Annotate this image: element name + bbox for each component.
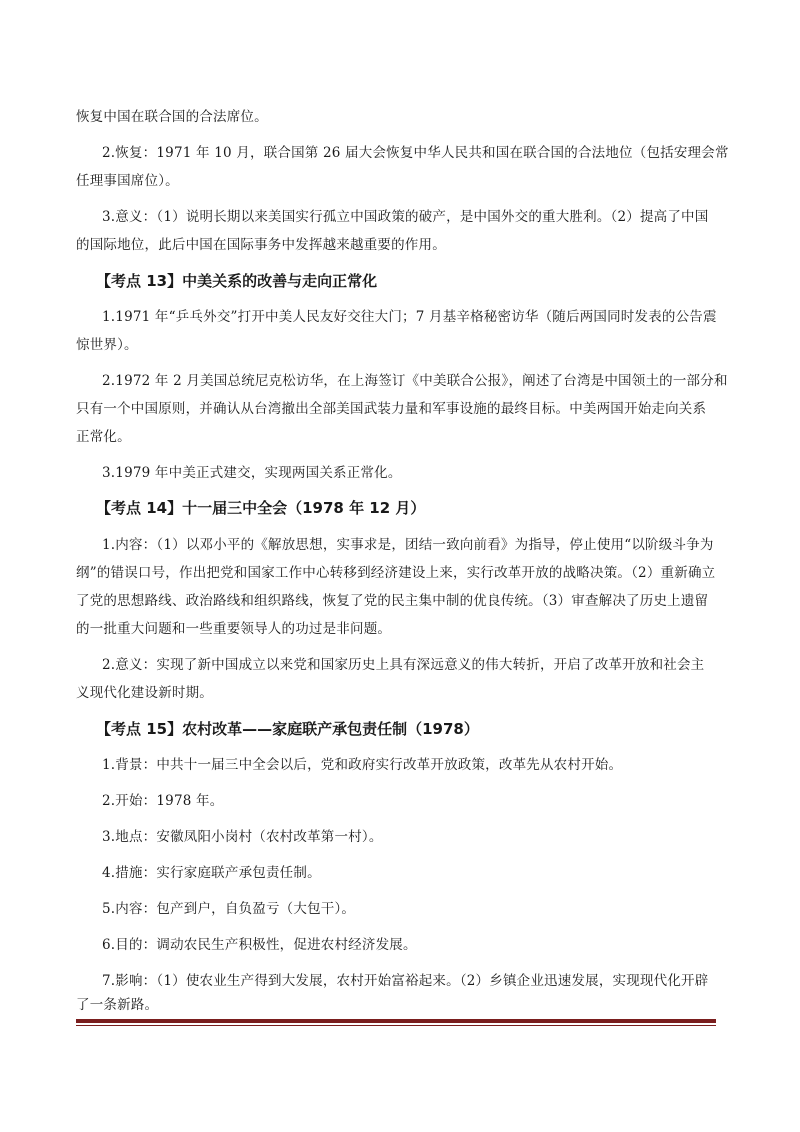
paragraph-plenum-significance-line1: 2.意义：实现了新中国成立以来党和国家历史上具有深远意义的伟大转折，开启了改革开放和社会主	[102, 657, 705, 673]
list-item-location: 3.地点：安徽凤阳小岗村（农村改革第一村）。	[102, 829, 383, 845]
list-item-background: 1.背景：中共十一届三中全会以后，党和政府实行改革开放政策，改革先从农村开始。	[102, 757, 623, 773]
paragraph-nixon-line1: 2.1972 年 2 月美国总统尼克松访华，在上海签订《中美联合公报》，阐述了台湾是中国领土的一部分和	[102, 373, 728, 389]
paragraph-plenum-content-line1: 1.内容：（1）以邓小平的《解放思想，实事求是，团结一致向前看》为指导，停止使用“以阶级斗争为	[102, 537, 714, 553]
section-heading-15: 【考点 15】农村改革——家庭联产承包责任制（1978）	[96, 720, 479, 738]
paragraph-significance-line1: 3.意义：（1）说明长期以来美国实行孤立中国政策的破产，是中国外交的重大胜利。（2）提高了中国	[102, 209, 709, 225]
paragraph-restoration-line1: 2.恢复：1971 年 10 月，联合国第 26 届大会恢复中华人民共和国在联合国的合法地位（包括安理会常	[102, 145, 729, 161]
footer-rule-thin	[76, 1025, 716, 1026]
paragraph-pingpong-line1: 1.1971 年“乒乓外交”打开中美人民友好交往大门；7 月基辛格秘密访华（随后两国同时发表的公告震	[102, 309, 717, 325]
paragraph-plenum-content-line4: 的一批重大问题和一些重要领导人的功过是非问题。	[76, 621, 392, 637]
paragraph-plenum-significance-line2: 义现代化建设新时期。	[76, 685, 213, 701]
paragraph-un-seat-end: 恢复中国在联合国的合法席位。	[76, 109, 268, 125]
paragraph-restoration-line2: 任理事国席位）。	[76, 173, 179, 189]
paragraph-nixon-line2: 只有一个中国原则，并确认从台湾撤出全部美国武装力量和军事设施的最终目标。中美两国开始走向关系	[76, 401, 707, 417]
section-heading-14: 【考点 14】十一届三中全会（1978 年 12 月）	[96, 499, 426, 517]
paragraph-nixon-line3: 正常化。	[76, 429, 131, 445]
section-heading-13: 【考点 13】中美关系的改善与走向正常化	[96, 272, 378, 290]
paragraph-pingpong-line2: 惊世界）。	[76, 337, 138, 353]
list-item-content: 5.内容：包产到户，自负盈亏（大包干）。	[102, 901, 356, 917]
list-item-impact-line1: 7.影响：（1）使农业生产得到大发展，农村开始富裕起来。（2）乡镇企业迅速发展，实现现代化开辟	[102, 973, 709, 989]
list-item-purpose: 6.目的：调动农民生产积极性，促进农村经济发展。	[102, 937, 417, 953]
footer-rule-thick	[76, 1019, 716, 1023]
paragraph-plenum-content-line2: 纲”的错误口号，作出把党和国家工作中心转移到经济建设上来，实行改革开放的战略决策。（2）重新确立	[76, 565, 716, 581]
list-item-impact-line2: 了一条新路。	[76, 997, 159, 1013]
paragraph-plenum-content-line3: 了党的思想路线、政治路线和组织路线，恢复了党的民主集中制的优良传统。（3）审查解决了历史上遗留	[76, 593, 709, 609]
paragraph-significance-line2: 的国际地位，此后中国在国际事务中发挥越来越重要的作用。	[76, 237, 446, 253]
list-item-measure: 4.措施：实行家庭联产承包责任制。	[102, 865, 321, 881]
paragraph-diplomatic-ties: 3.1979 年中美正式建交，实现两国关系正常化。	[102, 465, 402, 481]
list-item-start: 2.开始：1978 年。	[102, 793, 224, 809]
